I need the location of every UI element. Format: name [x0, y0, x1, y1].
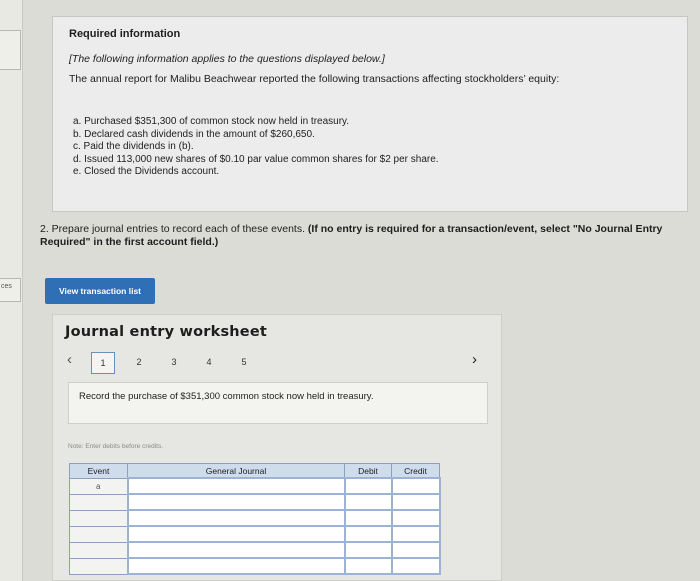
account-field[interactable] — [128, 526, 345, 542]
question-instruction: (If no entry is required for a transaction/event, select "No Journal Entry Required" in the first account field.) — [40, 223, 663, 248]
question-prompt — [40, 223, 680, 249]
tab-step-3[interactable]: 3 — [171, 357, 177, 367]
sidebar-tab[interactable] — [0, 30, 21, 70]
chevron-right-icon[interactable]: › — [472, 351, 477, 368]
event-cell — [70, 494, 128, 510]
sidebar-tab[interactable] — [0, 278, 21, 302]
transaction-item: a. Purchased $351,300 of common stock now held in treasury. — [73, 116, 350, 127]
account-field[interactable] — [128, 558, 345, 574]
credit-field[interactable] — [392, 478, 440, 494]
event-cell: a — [70, 478, 128, 494]
tab-step-2[interactable]: 2 — [136, 357, 142, 367]
debit-field[interactable] — [345, 526, 392, 542]
info-intro: The annual report for Malibu Beachwear reported the following transactions affecting stockholders’ equity: — [69, 73, 560, 85]
info-title: Required information — [69, 28, 181, 40]
info-italic-note: [The following information applies to the questions displayed below.] — [69, 53, 385, 65]
required-information-panel — [52, 16, 688, 212]
table-row — [70, 526, 440, 542]
sidebar-label: ces — [1, 283, 12, 290]
instruction-box — [68, 382, 488, 424]
debit-field[interactable] — [345, 510, 392, 526]
column-header-general-journal: General Journal — [128, 464, 345, 479]
transaction-item: d. Issued 113,000 new shares of $0.10 par value common shares for $2 per share. — [73, 153, 439, 165]
table-header-row — [70, 464, 440, 479]
event-cell — [70, 542, 128, 558]
page-edge-decoration — [640, 567, 700, 581]
column-header-debit: Debit — [345, 464, 392, 479]
transaction-list — [73, 116, 439, 179]
tab-step-4[interactable]: 4 — [206, 357, 212, 367]
left-sidebar — [0, 0, 23, 581]
debit-field[interactable] — [345, 494, 392, 510]
step-tabs — [91, 352, 268, 374]
table-row — [70, 510, 440, 526]
instruction-text: Record the purchase of $351,300 common stock now held in treasury. — [79, 391, 374, 402]
column-header-event: Event — [70, 464, 128, 479]
account-field[interactable] — [128, 478, 345, 494]
event-cell — [70, 510, 128, 526]
debit-field[interactable] — [345, 558, 392, 574]
view-transaction-list-button[interactable]: View transaction list — [45, 278, 155, 304]
table-row — [70, 542, 440, 558]
question-text: 2. Prepare journal entries to record each of these events. — [40, 223, 305, 235]
debit-field[interactable] — [345, 478, 392, 494]
transaction-item: b. Declared cash dividends in the amount of $260,650. — [73, 128, 315, 140]
event-cell — [70, 526, 128, 542]
event-cell — [70, 558, 128, 574]
worksheet-title: Journal entry worksheet — [65, 324, 267, 340]
chevron-left-icon[interactable]: ‹ — [67, 351, 72, 368]
account-field[interactable] — [128, 510, 345, 526]
tab-step-5[interactable]: 5 — [241, 357, 247, 367]
debit-field[interactable] — [345, 542, 392, 558]
credit-field[interactable] — [392, 558, 440, 574]
credit-field[interactable] — [392, 510, 440, 526]
table-row — [70, 478, 440, 494]
debit-credit-note: Note: Enter debits before credits. — [68, 443, 164, 450]
account-field[interactable] — [128, 494, 345, 510]
credit-field[interactable] — [392, 542, 440, 558]
credit-field[interactable] — [392, 494, 440, 510]
journal-entry-worksheet — [52, 314, 502, 581]
table-row — [70, 558, 440, 574]
transaction-item: c. Paid the dividends in (b). — [73, 141, 194, 152]
journal-table — [69, 463, 441, 575]
table-row — [70, 494, 440, 510]
column-header-credit: Credit — [392, 464, 440, 479]
account-field[interactable] — [128, 542, 345, 558]
credit-field[interactable] — [392, 526, 440, 542]
transaction-item: e. Closed the Dividends account. — [73, 166, 220, 177]
tab-step-1[interactable]: 1 — [91, 352, 115, 374]
